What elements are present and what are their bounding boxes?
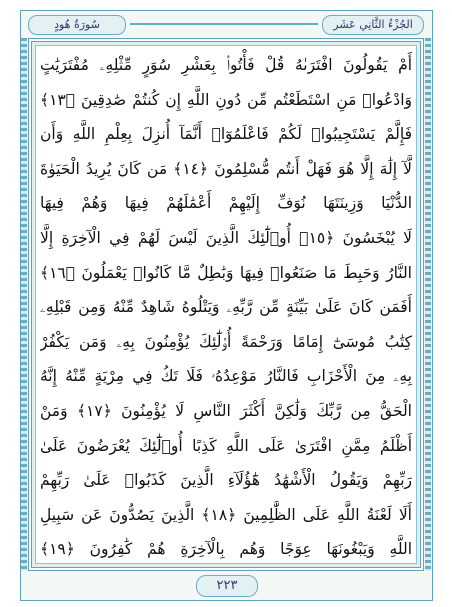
verse-line: الْحَقُّ مِن رَّبِّكَ وَلَٰكِنَّ أَكْثَرَ النَّاسِ لَا يُؤْمِنُونَ ﴿١٧﴾ وَمَنْ [40,401,412,420]
left-border-ornament [21,38,27,571]
verse-line: فَإِلَّمْ يَسْتَجِيبُوا۟ لَكُمْ فَاعْلَمُوٓا۟ أَنَّمَآ أُنزِلَ بِعِلْمِ اللَّهِ وَأَن [40,125,412,144]
verse-line: أَفَمَن كَانَ عَلَىٰ بَيِّنَةٍ مِّن رَّبِّهِۦ وَيَتْلُوهُ شَاهِدٌ مِّنْهُ وَمِن قَبْلِهِۦ [40,298,412,317]
verse-line: الدُّنْيَا وَزِينَتَهَا نُوَفِّ إِلَيْهِمْ أَعْمَٰلَهُمْ فِيهَا وَهُمْ فِيهَا [40,194,412,213]
verse-line: لَا يُبْخَسُونَ ﴿١٥﴾ أُو۟لَٰٓئِكَ الَّذِينَ لَيْسَ لَهُمْ فِي الْآخِرَةِ إِلَّا [40,228,412,247]
verse-line: بِهِۦ مِنَ الْأَحْزَابِ فَالنَّارُ مَوْعِدُهُۥ فَلَا تَكُ فِي مِرْيَةٍ مِّنْهُ إِنَّهُ [40,367,412,386]
verse-line: أَظْلَمُ مِمَّنِ افْتَرَىٰ عَلَى اللَّهِ كَذِبًا أُو۟لَٰٓئِكَ يُعْرَضُونَ عَلَىٰ [40,436,412,455]
verse-line: أَمْ يَقُولُونَ افْتَرَىٰهُ قُلْ فَأْتُوا۟ بِعَشْرِ سُوَرٍ مِّثْلِهِۦ مُفْتَرَيَٰتٍ [40,56,412,74]
verse-line: أَلَا لَعْنَةُ اللَّهِ عَلَى الظَّٰلِمِينَ ﴿١٨﴾ الَّذِينَ يَصُدُّونَ عَن سَبِيلِ [40,505,412,524]
header-divider [130,23,318,25]
header-bar [26,14,426,36]
verse-line: وَادْعُوا۟ مَنِ اسْتَطَعْتُم مِّن دُونِ اللَّهِ إِن كُنتُمْ صَٰدِقِينَ ﴿١٣﴾ [40,90,412,109]
right-border-ornament [425,38,431,571]
verse-lines [40,48,412,567]
verse-line: اللَّهِ وَيَبْغُونَهَا عِوَجًا وَهُم بِالْآخِرَةِ هُمْ كَٰفِرُونَ ﴿١٩﴾ [40,540,412,559]
verse-line: النَّارُ وَحَبِطَ مَا صَنَعُوا۟ فِيهَا وَبَٰطِلٌ مَّا كَانُوا۟ يَعْمَلُونَ ﴿١٦﴾ [40,263,412,282]
juz-label: الجُزْءُ الثَّانِي عَشَر [322,15,424,35]
verse-line: لَّآ إِلَٰهَ إِلَّا هُوَ فَهَلْ أَنتُم مُّسْلِمُونَ ﴿١٤﴾ مَن كَانَ يُرِيدُ الْحَيَوٰةَ [40,159,412,178]
surah-name-label: سُورَةُ هُودٍ [28,15,126,35]
verse-line: رَبِّهِمْ وَيَقُولُ الْأَشْهَٰدُ هَٰٓؤُلَآءِ الَّذِينَ كَذَبُوا۟ عَلَىٰ رَبِّهِمْ [40,471,412,490]
page-number: ٢٢٣ [196,575,258,597]
verse-line: كِتَٰبُ مُوسَىٰٓ إِمَامًا وَرَحْمَةً أُو۟لَٰٓئِكَ يُؤْمِنُونَ بِهِۦ وَمَن يَكْفُرْ [40,332,412,351]
